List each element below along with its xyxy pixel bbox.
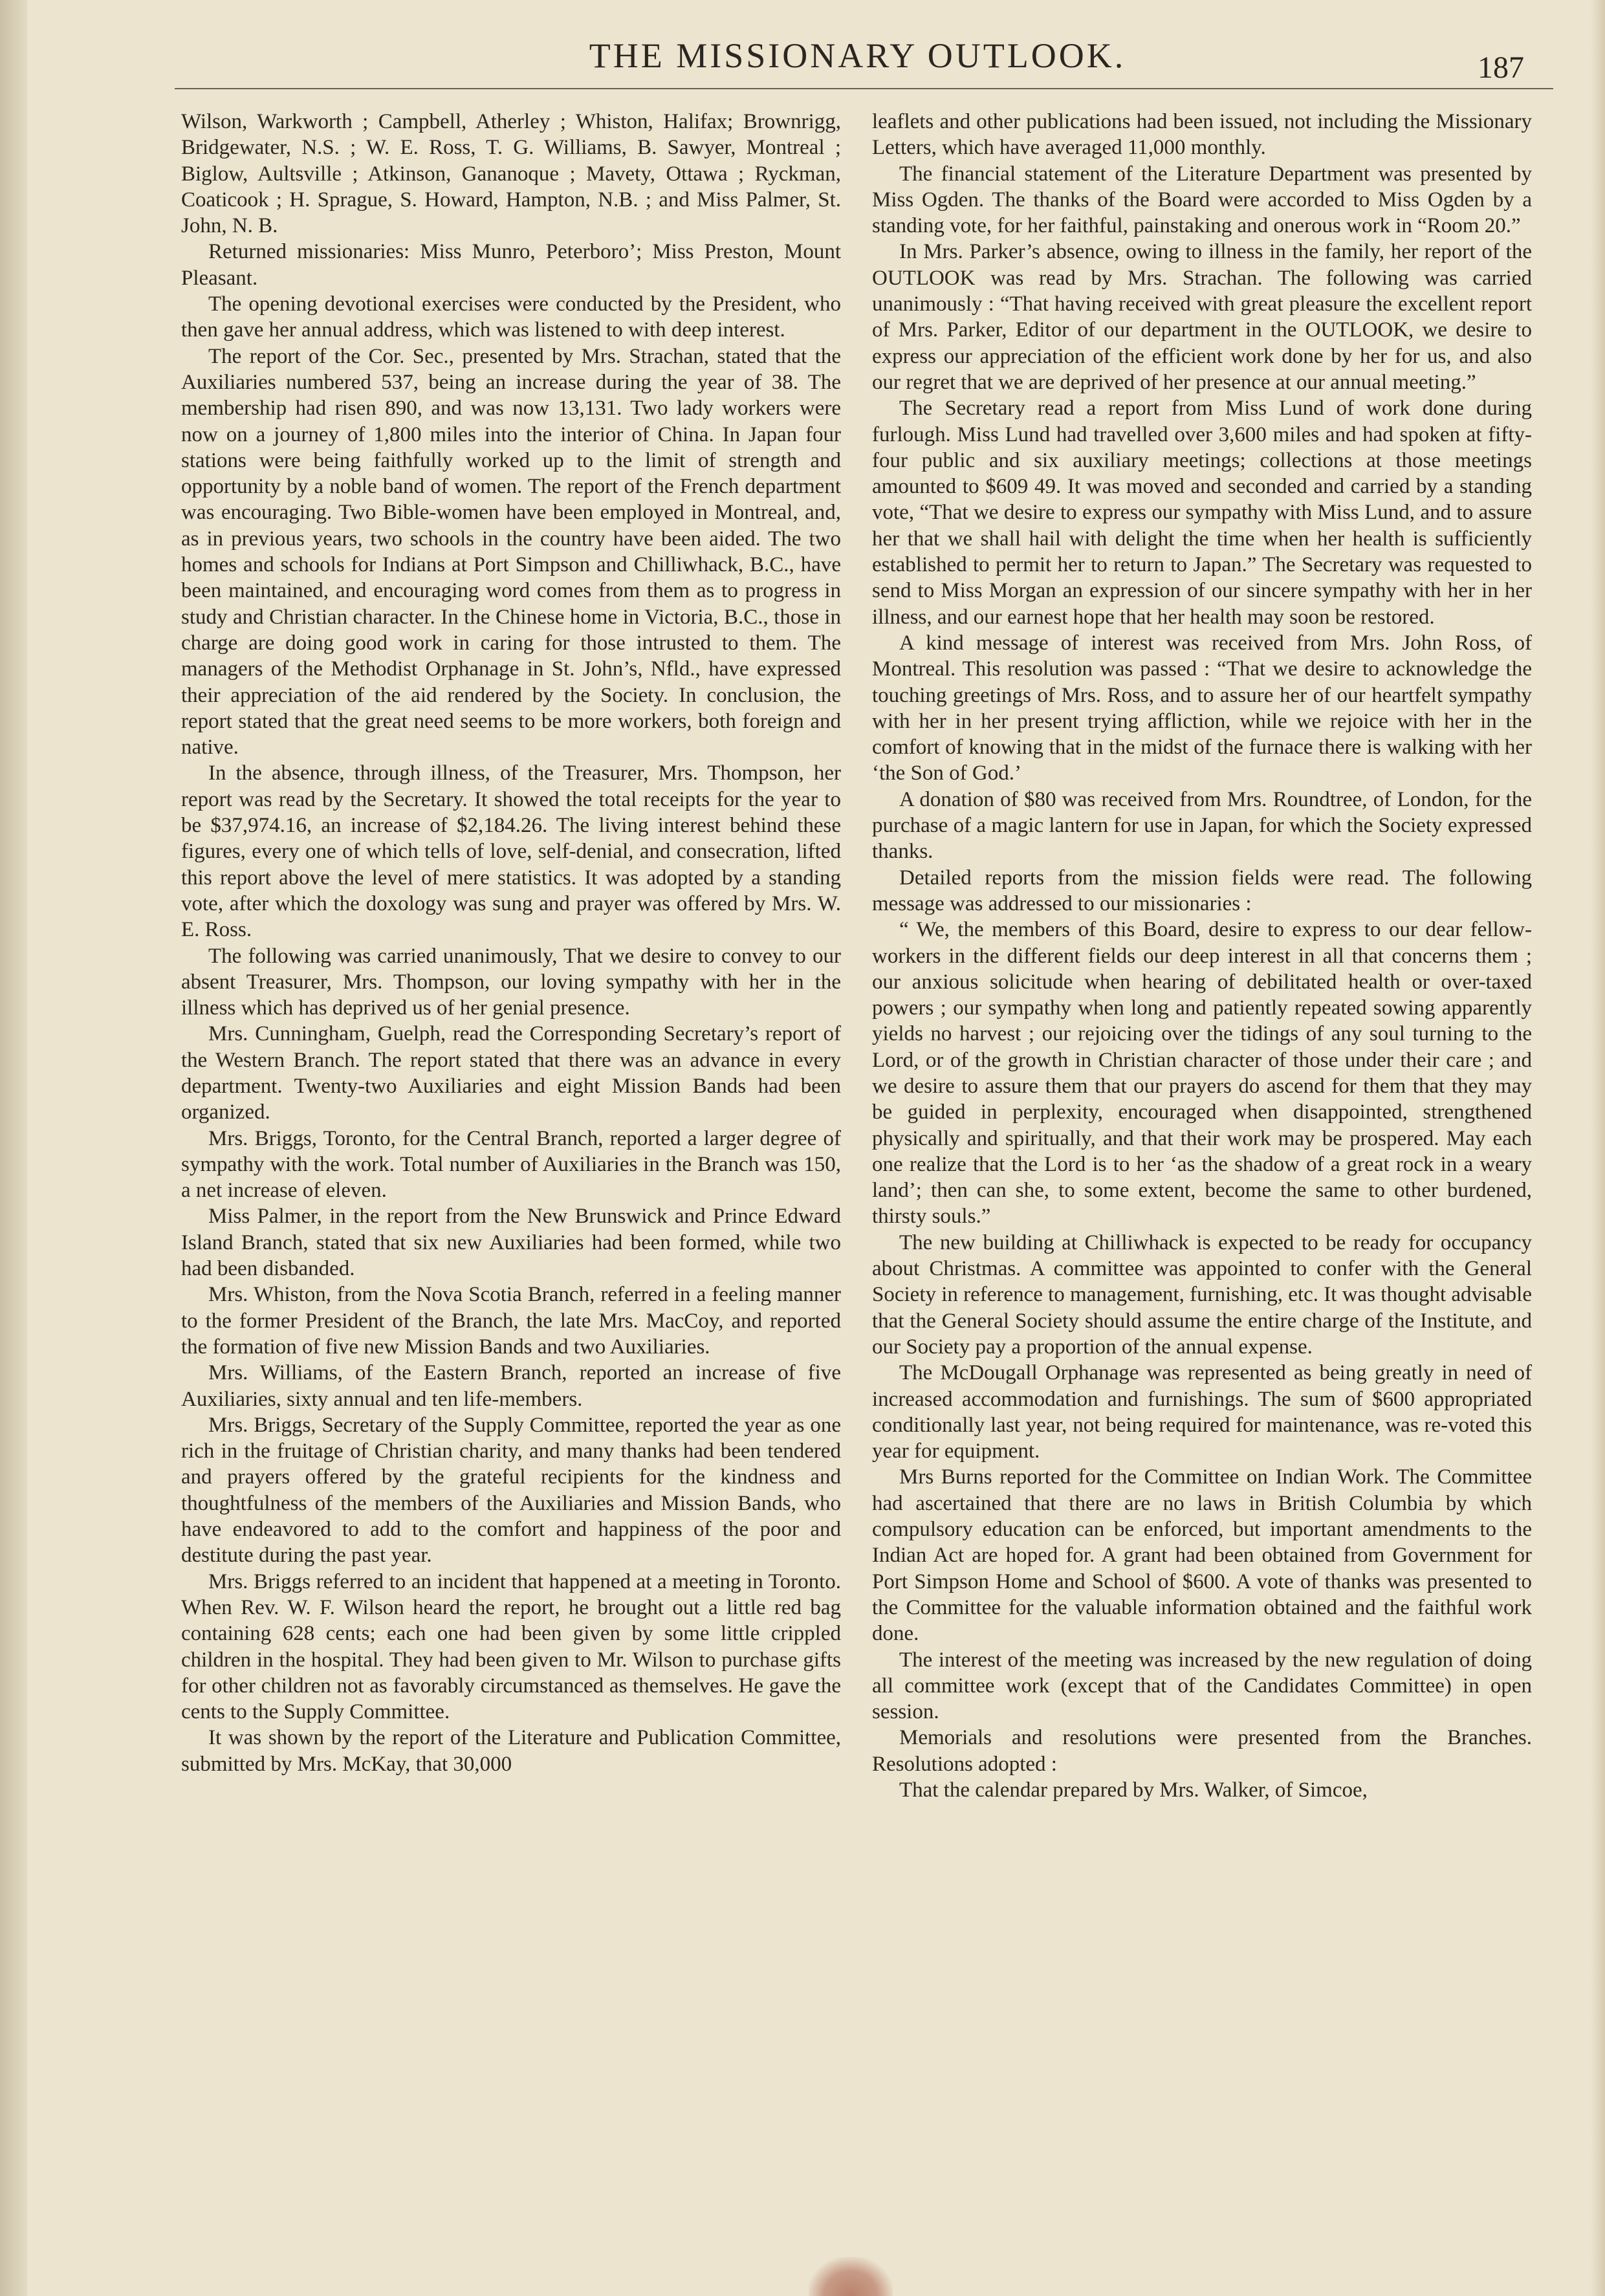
- paragraph: Mrs. Briggs, Secretary of the Supply Committee, reported the year as one rich in the fruitage of Christian charity, and many thanks had been tendered and prayers offered by the grateful recipients for the kindness and thoughtfulness of the members of the Auxiliaries and Mission Bands, who have endeavored to add to the comfort and happiness of the poor and destitute during the past year.: [181, 1413, 841, 1568]
- page-number: 187: [1478, 50, 1524, 85]
- paragraph: “ We, the members of this Board, desire to express to our dear fellow-workers in the different fields our deep interest in all that concerns them ; our anxious solicitude when hearing of debilitated health or over-taxed powers ; our sympathy when long and patiently repeated sowing apparently yields no harvest ; our rejoicing over the tidings of any soul turning to the Lord, or of the growth in Christian character of those under their care ; and we desire to assure them that our prayers do ascend for them that they may be guided in perplexity, encouraged when disappointed, strengthened physically and spiritually, and that their work may be prospered. May each one realize that the Lord is to her ‘as the shadow of a great rock in a weary land’; then can she, to some extent, become the same to other burdened, thirsty souls.”: [872, 918, 1532, 1229]
- page-binding-edge: [0, 0, 27, 2296]
- paragraph: Mrs. Whiston, from the Nova Scotia Branch, referred in a feeling manner to the former President of the Branch, the late Mrs. MacCoy, and reported the formation of five new Mission Bands and two Auxiliaries.: [181, 1283, 841, 1359]
- paragraph: Returned missionaries: Miss Munro, Peterboro’; Miss Preston, Mount Pleasant.: [181, 240, 841, 290]
- paragraph: In the absence, through illness, of the Treasurer, Mrs. Thompson, her report was read by the Secretary. It showed the total receipts for the year to be $37,974.16, an increase of $2,184.26. The living interest behind these figures, every one of which tells of love, self-denial, and consecration, lifted this report above the level of mere statistics. It was adopted by a standing vote, after which the doxology was sung and prayer was offered by Mrs. W. E. Ross.: [181, 761, 841, 942]
- header-rule: [175, 88, 1553, 89]
- paragraph: The Secretary read a report from Miss Lund of work done during furlough. Miss Lund had travelled over 3,600 miles and had spoken at fifty-four public and six auxiliary meetings; collections at those meetings amounted to $609 49. It was moved and seconded and carried by a standing vote, “That we desire to express our sympathy with Miss Lund, and to assure her that we shall hail with delight the time when her health is sufficiently established to permit her to return to Japan.” The Secretary was requested to send to Miss Morgan an expression of our sincere sympathy with her in her illness, and our earnest hope that her health may soon be restored.: [872, 397, 1532, 629]
- paragraph: The following was carried unanimously, That we desire to convey to our absent Treasurer, Mrs. Thompson, our loving sympathy with her in the illness which has deprived us of her genial presence.: [181, 944, 841, 1020]
- paragraph: Miss Palmer, in the report from the New Brunswick and Prince Edward Island Branch, stated that six new Auxiliaries had been formed, while two had been disbanded.: [181, 1205, 841, 1281]
- paragraph: In Mrs. Parker’s absence, owing to illness in the family, her report of the OUTLOOK was read by Mrs. Strachan. The following was carried unanimously : “That having received with great pleasure the excellent report of Mrs. Parker, Editor of our department in the OUTLOOK, we desire to express our appreciation of the efficient work done by her for us, and also our regret that we are deprived of her presence at our annual meeting.”: [872, 240, 1532, 394]
- paragraph: The report of the Cor. Sec., presented by Mrs. Strachan, stated that the Auxiliaries numbered 537, being an increase during the year of 38. The membership had risen 890, and was now 13,131. Two lady workers were now on a journey of 1,800 miles into the interior of China. In Japan four stations were being faithfully worked up to the limit of strength and opportunity by a noble band of women. The report of the French department was encouraging. Two Bible-women have been employed in Montreal, and, as in previous years, two schools in the country have been aided. The two homes and schools for Indians at Port Simpson and Chilliwhack, B.C., have been maintained, and encouraging word comes from them as to progress in study and Christian character. In the Chinese home in Victoria, B.C., those in charge are doing good work in caring for those intrusted to them. The managers of the Methodist Orphanage in St. John’s, Nfld., have expressed their appreciation of the aid rendered by the Society. In conclusion, the report stated that the great need seems to be more workers, both foreign and native.: [181, 344, 841, 760]
- paragraph: The financial statement of the Literature Department was presented by Miss Ogden. The thanks of the Board were accorded to Miss Ogden by a standing vote, for her faithful, painstaking and onerous work in “Room 20.”: [872, 162, 1532, 238]
- right-column: [872, 109, 1532, 1803]
- scanner-thumb-shadow: [809, 2257, 893, 2296]
- paragraph: The opening devotional exercises were conducted by the President, who then gave her annual address, which was listened to with deep interest.: [181, 292, 841, 342]
- paragraph: leaflets and other publications had been issued, not including the Missionary Letters, which have averaged 11,000 monthly.: [872, 110, 1532, 160]
- paragraph: The interest of the meeting was increased by the new regulation of doing all committee work (except that of the Candidates Committee) in open session.: [872, 1648, 1532, 1724]
- paragraph: Wilson, Warkworth ; Campbell, Atherley ; Whiston, Halifax; Brownrigg, Bridgewater, N.S. ; W. E. Ross, T. G. Williams, B. Sawyer, Montreal ; Biglow, Aultsville ; Atkinson, Gananoque ; Mavety, Ottawa ; Ryckman, Coaticook ; H. Sprague, S. Howard, Hampton, N.B. ; and Miss Palmer, St. John, N. B.: [181, 110, 841, 238]
- paragraph: Detailed reports from the mission fields were read. The following message was addressed to our missionaries :: [872, 866, 1532, 915]
- paragraph: The new building at Chilliwhack is expected to be ready for occupancy about Christmas. A committee was appointed to confer with the General Society in reference to management, furnishing, etc. It was thought advisable that the General Society should assume the entire charge of the Institute, and our Society pay a proportion of the annual expense.: [872, 1230, 1532, 1359]
- page-right-edge: [1591, 0, 1605, 2296]
- paragraph: Mrs. Cunningham, Guelph, read the Corresponding Secretary’s report of the Western Branch. The report stated that there was an advance in every department. Twenty-two Auxiliaries and eight Mission Bands had been organized.: [181, 1022, 841, 1124]
- paragraph: Mrs. Briggs referred to an incident that happened at a meeting in Toronto. When Rev. W. F. Wilson heard the report, he brought out a little red bag containing 628 cents; each one had been given by some little crippled children in the hospital. They had been given to Mr. Wilson to purchase gifts for other children not as favorably circumstanced as themselves. He gave the cents to the Supply Committee.: [181, 1569, 841, 1724]
- paragraph: A kind message of interest was received from Mrs. John Ross, of Montreal. This resolution was passed : “That we desire to acknowledge the touching greetings of Mrs. Ross, and to assure her of our heartfelt sympathy with her in her present trying affliction, while we rejoice with her in the comfort of knowing that in the midst of the furnace there is walking with her ‘the Son of God.’: [872, 631, 1532, 785]
- paragraph: It was shown by the report of the Literature and Publication Committee, submitted by Mrs. McKay, that 30,000: [181, 1726, 841, 1776]
- left-column: [181, 109, 841, 1777]
- paragraph: The McDougall Orphanage was represented as being greatly in need of increased accommodation and furnishings. The sum of $600 appropriated conditionally last year, not being required for maintenance, was re-voted this year for equipment.: [872, 1361, 1532, 1463]
- paragraph: Mrs. Williams, of the Eastern Branch, reported an increase of five Auxiliaries, sixty annual and ten life-members.: [181, 1361, 841, 1411]
- paragraph: Mrs. Briggs, Toronto, for the Central Branch, reported a larger degree of sympathy with the work. Total number of Auxiliaries in the Branch was 150, a net increase of eleven.: [181, 1126, 841, 1203]
- paragraph: Memorials and resolutions were presented from the Branches. Resolutions adopted :: [872, 1726, 1532, 1776]
- page-header: [149, 36, 1566, 85]
- paragraph: A donation of $80 was received from Mrs. Roundtree, of London, for the purchase of a magic lantern for use in Japan, for which the Society expressed thanks.: [872, 787, 1532, 864]
- running-title: THE MISSIONARY OUTLOOK.: [589, 36, 1126, 75]
- paragraph: Mrs Burns reported for the Committee on Indian Work. The Committee had ascertained that there are no laws in British Columbia by which compulsory education can be enforced, but important amendments to the Indian Act are hoped for. A grant had been obtained from Government for Port Simpson Home and School of $600. A vote of thanks was presented to the Committee for the valuable information obtained and the faithful work done.: [872, 1465, 1532, 1646]
- paragraph: That the calendar prepared by Mrs. Walker, of Simcoe,: [899, 1778, 1368, 1802]
